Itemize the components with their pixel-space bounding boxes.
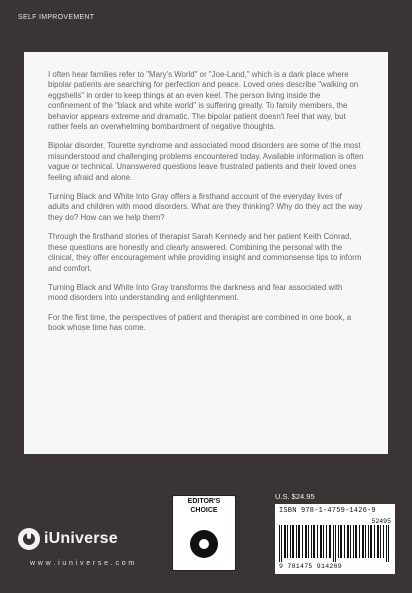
description-paragraph-2: Bipolar disorder, Tourette syndrome and associated mood disorders are some of the most misunderstood and challenging problems encountered today. Available information is often vague or technical. Unanswered questions leave frustrated patients and their loved ones feeling afraid and alone. [48, 141, 364, 182]
price-code: 52495 [371, 518, 391, 525]
isbn-text: ISBN 978-1-4759-1426-9 [279, 507, 376, 515]
badge-label [173, 496, 235, 518]
badge-line-1: EDITOR'S [187, 498, 221, 505]
barcode-bars [279, 525, 391, 562]
badge-line-2: CHOICE [190, 506, 218, 514]
price-label: U.S. $24.95 [275, 492, 315, 501]
publisher-logo [18, 528, 118, 550]
description-paragraph-5: Turning Black and White Into Gray transforms the darkness and fear associated with mood disorders into understanding and enlightenment. [48, 282, 343, 303]
badge-seal-icon [190, 530, 218, 558]
barcode-icon [275, 504, 395, 574]
barcode-number: 9 781475 914269 [279, 563, 343, 570]
description-panel [24, 52, 388, 454]
editors-choice-badge-icon [172, 495, 236, 571]
description-paragraph-6: For the first time, the perspectives of patient and therapist are combined in one book, a book whose time has come. [48, 312, 352, 333]
description-paragraph-1: I often hear families refer to "Mary's World" or "Joe-Land," which is a dark place where bipolar patients are searching for perfection and peace. Loved ones describe "walking on eggshells" in order to keep things at an even keel. The person living inside the confinement of the "black and white world" is suffering greatly. To family members, the behavior appears extreme and dramatic. The bipolar patient doesn't feel that way, but rather feels an overwhelming bombardment of negative thoughts. [48, 70, 359, 132]
description-paragraph-3: Turning Black and White Into Gray offers a firsthand account of the everyday lives of adults and children with mood disorders. What are they thinking? Why do they act the way they do? How can we help them? [48, 192, 363, 222]
category-label: SELF IMPROVEMENT [18, 14, 95, 21]
iuniverse-logo-icon [18, 528, 40, 550]
publisher-name: iUniverse [44, 530, 118, 547]
description-paragraph-4: Through the firsthand stories of therapist Sarah Kennedy and her patient Keith Conrad, these questions are honestly and clearly answered. Combining the personal with the clinical, they offer encouragement while providing insight and commonsense tips to inform and comfort. [48, 232, 362, 273]
publisher-url: w w w . i u n i v e r s e . c o m [30, 560, 135, 567]
